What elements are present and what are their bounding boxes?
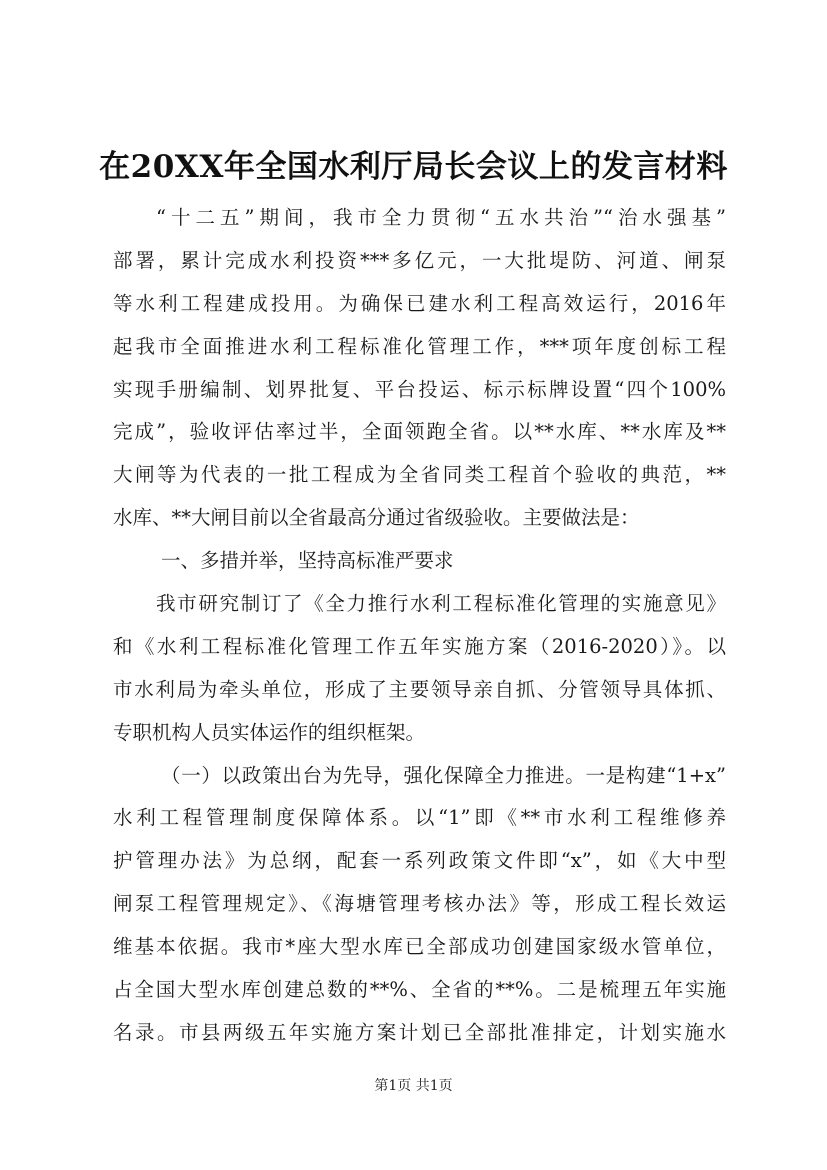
paragraph-line: 起我市全面推进水利工程标准化管理工作，***项年度创标工程 [113,334,726,358]
document-title: 在20XX年全国水利厅局长会议上的发言材料 [99,149,728,185]
paragraph-line: 专职机构人员实体运作的组织框架。 [113,720,426,744]
paragraph-line: 维基本依据。我市*座大型水库已全部成功创建国家级水管单位， [113,935,726,959]
page-number-footer: 第1页 共1页 [374,1078,453,1094]
paragraph-line: 占全国大型水库创建总数的**%、全省的**%。二是梳理五年实施 [113,978,726,1002]
paragraph-line: 名录。市县两级五年实施方案计划已全部批准排定，计划实施水 [113,1020,726,1044]
paragraph-line: 市水利局为牵头单位，形成了主要领导亲自抓、分管领导具体抓、 [113,677,726,701]
document-body [113,197,726,1055]
paragraph-line: 闸泵工程管理规定》、《海塘管理考核办法》等，形成工程长效运 [113,892,726,916]
paragraph-line: 水利工程管理制度保障体系。以“1”即《**市水利工程维修养 [113,806,726,830]
paragraph-line: 部署，累计完成水利投资***多亿元，一大批堤防、河道、闸泵 [113,248,726,272]
paragraph-line: 大闸等为代表的一批工程成为全省同类工程首个验收的典范，** [113,463,726,487]
section-heading: 一、多措并举，坚持高标准严要求 [161,549,454,573]
paragraph-line: 完成”，验收评估率过半，全面领跑全省。以**水库、**水库及** [113,420,726,444]
paragraph-line: （一）以政策出台为先导，强化保障全力推进。一是构建“1+x” [161,763,726,787]
paragraph-line: 等水利工程建成投用。为确保已建水利工程高效运行，2016年 [113,291,726,315]
paragraph-line: 实现手册编制、划界批复、平台投运、标示标牌设置“四个100% [113,377,726,401]
paragraph-line: 和《水利工程标准化管理工作五年实施方案（2016-2020）》。以 [113,634,726,658]
paragraph-line: 我市研究制订了《全力推行水利工程标准化管理的实施意见》 [156,592,726,616]
paragraph-line: “十二五”期间，我市全力贯彻“五水共治”“治水强基” [156,206,726,229]
paragraph-line: 水库、**大闸目前以全省最高分通过省级验收。主要做法是： [113,506,640,530]
paragraph-line: 护管理办法》为总纲，配套一系列政策文件即“x”，如《大中型 [113,849,726,873]
